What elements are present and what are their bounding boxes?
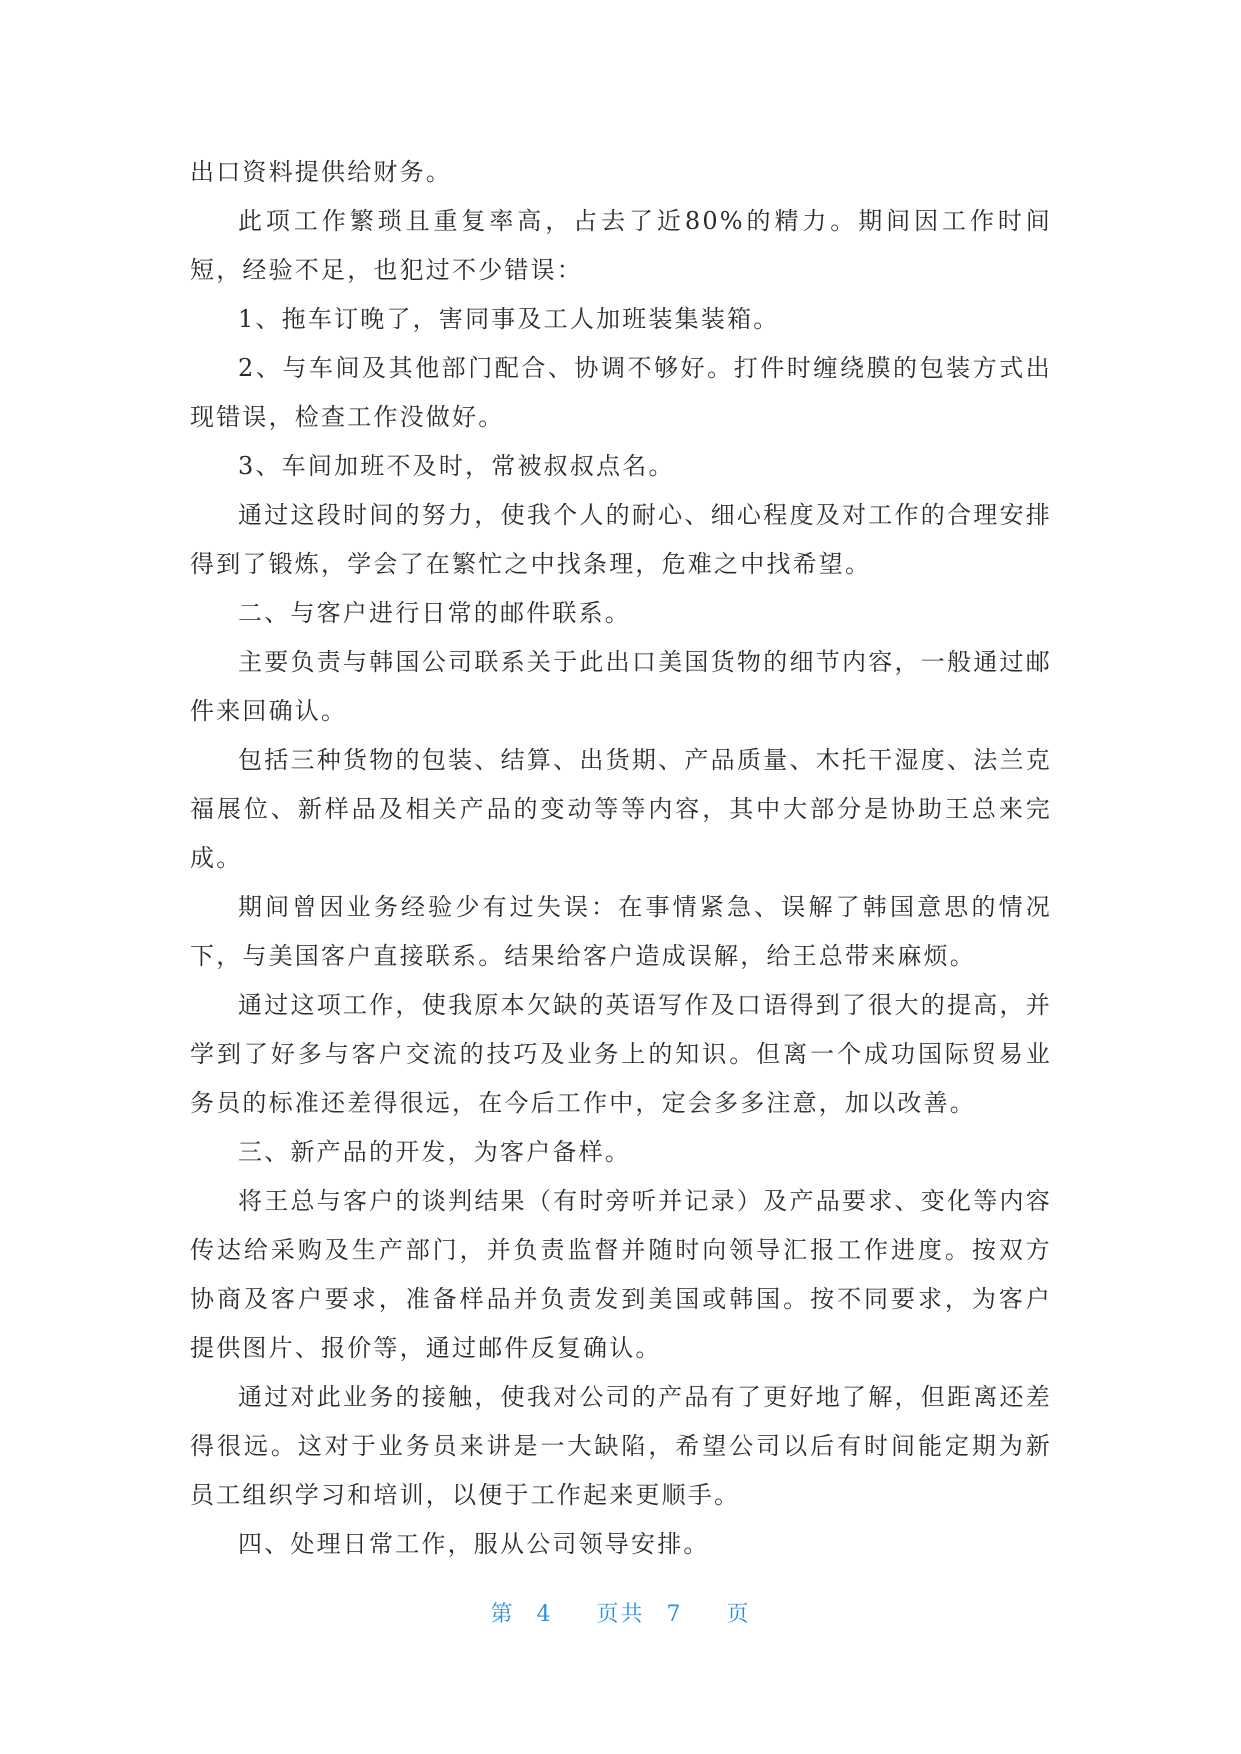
paragraph: 主要负责与韩国公司联系关于此出口美国货物的细节内容，一般通过邮件来回确认。 bbox=[190, 648, 1052, 725]
footer-prefix: 第 bbox=[490, 1602, 515, 1627]
footer-suffix: 页 bbox=[726, 1602, 751, 1627]
page-footer bbox=[0, 1597, 1241, 1628]
paragraph: 通过这段时间的努力，使我个人的耐心、细心程度及对工作的合理安排得到了锻炼，学会了在繁忙之中找条理，危难之中找希望。 bbox=[190, 501, 1052, 578]
paragraph: 此项工作繁琐且重复率高，占去了近80%的精力。期间因工作时间短，经验不足，也犯过不少错误： bbox=[190, 207, 1052, 284]
document-body bbox=[190, 148, 1052, 1569]
paragraph: 将王总与客户的谈判结果（有时旁听并记录）及产品要求、变化等内容传达给采购及生产部门，并负责监督并随时向领导汇报工作进度。按双方协商及客户要求，准备样品并负责发到美国或韩国。按不同要求，为客户提供图片、报价等，通过邮件反复确认。 bbox=[190, 1187, 1052, 1362]
paragraph: 期间曾因业务经验少有过失误：在事情紧急、误解了韩国意思的情况下，与美国客户直接联系。结果给客户造成误解，给王总带来麻烦。 bbox=[190, 893, 1052, 970]
footer-total-pages: 7 bbox=[666, 1602, 683, 1627]
paragraph: 1、拖车订晚了，害同事及工人加班装集装箱。 bbox=[238, 305, 780, 333]
section-heading: 三、新产品的开发，为客户备样。 bbox=[238, 1138, 631, 1166]
paragraph: 通过这项工作，使我原本欠缺的英语写作及口语得到了很大的提高，并学到了好多与客户交流的技巧及业务上的知识。但离一个成功国际贸易业务员的标准还差得很远，在今后工作中，定会多多注意，加以改善。 bbox=[190, 991, 1052, 1117]
paragraph: 通过对此业务的接触，使我对公司的产品有了更好地了解，但距离还差得很远。这对于业务员来讲是一大缺陷，希望公司以后有时间能定期为新员工组织学习和培训，以便于工作起来更顺手。 bbox=[190, 1383, 1052, 1509]
paragraph: 3、车间加班不及时，常被叔叔点名。 bbox=[238, 452, 675, 480]
paragraph: 包括三种货物的包装、结算、出货期、产品质量、木托干湿度、法兰克福展位、新样品及相关产品的变动等等内容，其中大部分是协助王总来完成。 bbox=[190, 746, 1052, 872]
section-heading: 四、处理日常工作，服从公司领导安排。 bbox=[238, 1530, 710, 1558]
footer-page-number: 4 bbox=[536, 1602, 553, 1627]
section-heading: 二、与客户进行日常的邮件联系。 bbox=[238, 599, 631, 627]
paragraph: 出口资料提供给财务。 bbox=[190, 158, 452, 186]
footer-middle: 页共 bbox=[596, 1602, 645, 1627]
paragraph: 2、与车间及其他部门配合、协调不够好。打件时缠绕膜的包装方式出现错误，检查工作没做好。 bbox=[190, 354, 1052, 431]
